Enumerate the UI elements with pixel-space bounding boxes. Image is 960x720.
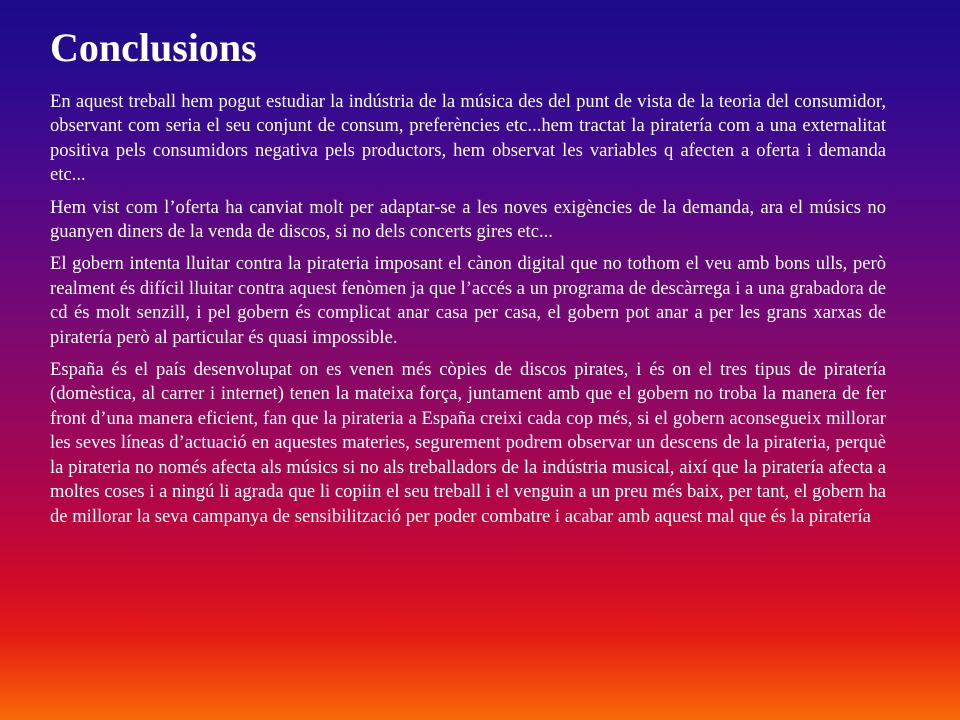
paragraph-government: El gobern intenta lluitar contra la pirateria imposant el cànon digital que no tothom el veu amb bons ulls, però realment és difícil lluitar contra aquest fenòmen ja que l’accés a un programa de descàrrega i a una grabadora de cd és molt senzill, i pel gobern és complicat anar casa per casa, el gobern pot anar a per les grans xarxas de piratería però al particular és quasi impossible. (50, 253, 886, 348)
paragraph-supply: Hem vist com l’oferta ha canviat molt per adaptar-se a les noves exigències de la demanda, ara el músics no guanyen diners de la venda de discos, si no dels concerts gires etc... (50, 196, 886, 243)
paragraph-summary: En aquest treball hem pogut estudiar la indústria de la música des del punt de vista de la teoria del consumidor, observant com seria el seu conjunt de consum, preferències etc...hem tractat la piratería com a una externalitat positiva pels consumidors negativa pels productors, hem observat les variables q afecten a oferta i demanda etc... (50, 91, 886, 186)
slide-content (50, 22, 886, 537)
paragraph-spain: España és el país desenvolupat on es venen més còpies de discos pirates, i és on el tres tipus de piratería (domèstica, al carrer i internet) tenen la mateixa força, juntament amb que el gobern no troba la manera de fer front d’una manera eficient, fan que la pirateria a España creixi cada cop més, si el gobern aconsegueix millorar les seves líneas d’actuació en aquestes materies, segurement podrem observar un descens de la pirateria, perquè la pirateria no només afecta als músics si no als treballadors de la indústria musical, així que la piratería afecta a moltes coses i a ningú li agrada que li copiin el seu treball i el venguin a un preu més baix, per tant, el gobern ha de millorar la seva campanya de sensibilització per poder combatre i acabar amb aquest mal que és la piratería (50, 359, 886, 527)
slide-title: Conclusions (50, 25, 257, 70)
